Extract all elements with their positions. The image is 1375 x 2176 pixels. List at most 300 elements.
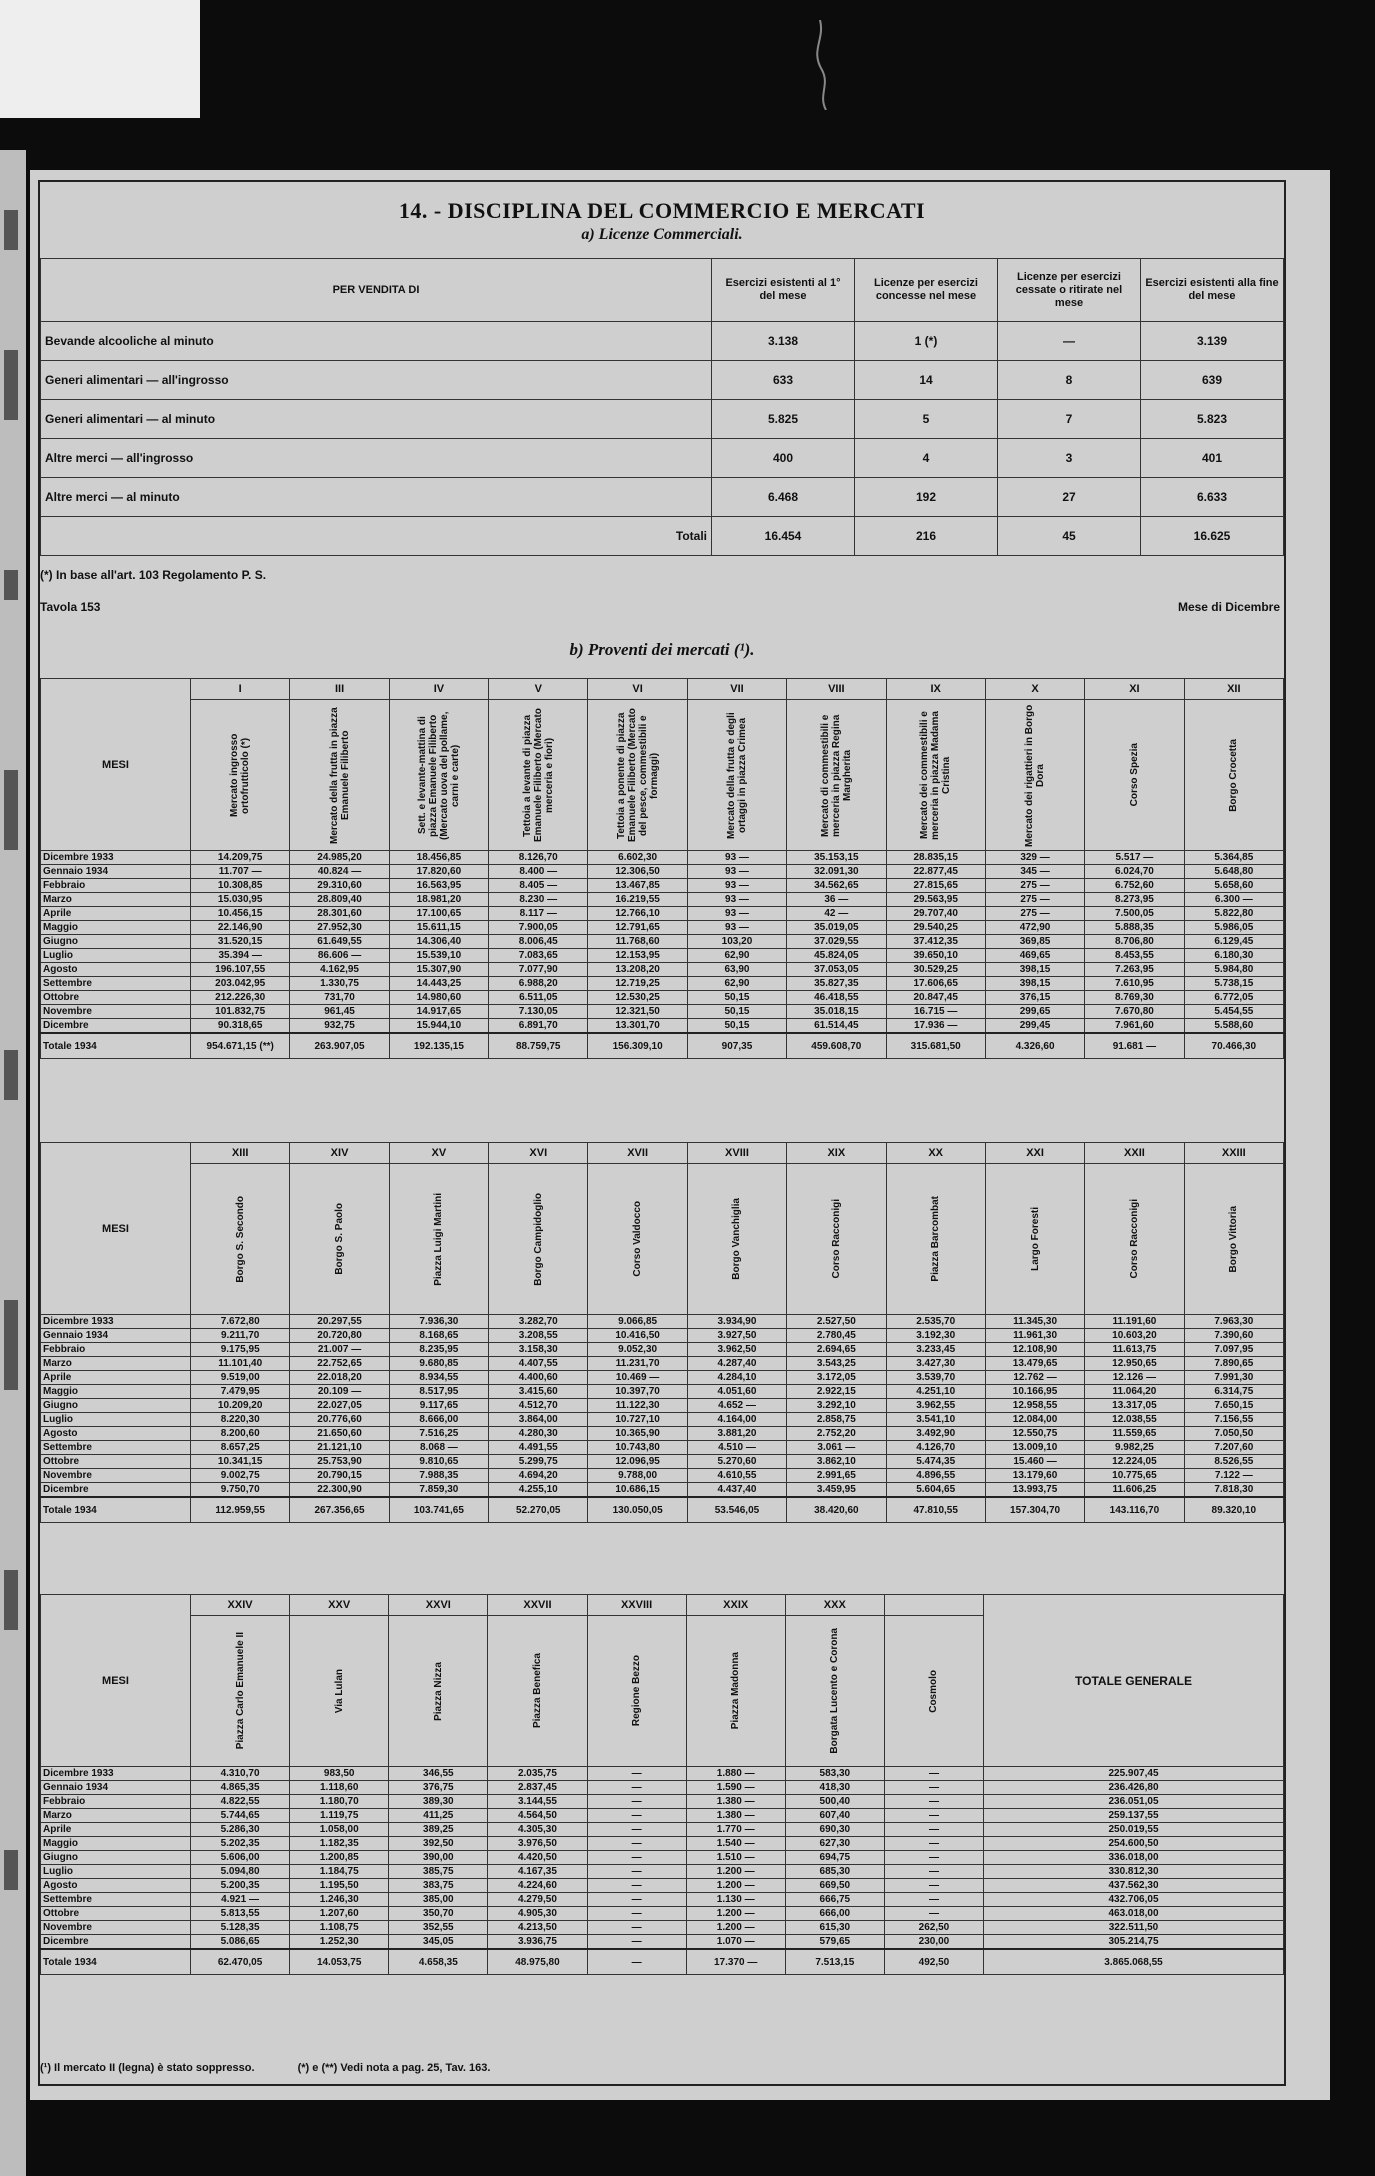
- market-name: Borgo Vanchiglia: [731, 1198, 743, 1280]
- value-cell: 16.715 —: [886, 1005, 985, 1019]
- value-cell: 7.991,30: [1184, 1371, 1283, 1385]
- value-cell: 469,65: [985, 949, 1084, 963]
- value-cell: 20.297,55: [290, 1315, 389, 1329]
- value-cell: 8.657,25: [191, 1441, 290, 1455]
- market-header: [1085, 700, 1184, 851]
- value-cell: 8.068 —: [389, 1441, 488, 1455]
- table-row: [41, 1455, 1284, 1469]
- value-cell: 15.611,15: [389, 921, 488, 935]
- month-label: Agosto: [41, 1879, 191, 1893]
- market-header: [488, 1616, 587, 1767]
- total-cell: 47.810,55: [886, 1497, 985, 1523]
- value-cell: 4.865,35: [191, 1781, 290, 1795]
- value-cell: 9.810,65: [389, 1455, 488, 1469]
- value-cell: 30.529,25: [886, 963, 985, 977]
- value-cell: 1.380 —: [686, 1795, 785, 1809]
- total-cell: 216: [855, 517, 998, 556]
- value-cell: 17.606,65: [886, 977, 985, 991]
- value-cell: 398,15: [985, 963, 1084, 977]
- footnote: (¹) Il mercato II (legna) è stato soppresso.: [40, 2062, 255, 2074]
- value-cell: 385,00: [389, 1893, 488, 1907]
- value-cell: 1.330,75: [290, 977, 389, 991]
- value-cell: 6.024,70: [1085, 865, 1184, 879]
- total-cell: 103.741,65: [389, 1497, 488, 1523]
- mesi-header: MESI: [41, 1143, 191, 1315]
- value-cell: 4.905,30: [488, 1907, 587, 1921]
- value-cell: —: [884, 1795, 983, 1809]
- value-cell: 5.813,55: [191, 1907, 290, 1921]
- value-cell: 8.666,00: [389, 1413, 488, 1427]
- value-cell: 10.686,15: [588, 1483, 687, 1498]
- column-number: X: [985, 679, 1084, 700]
- value-cell: 7.670,80: [1085, 1005, 1184, 1019]
- value-cell: 3.138: [712, 322, 855, 361]
- value-cell: —: [884, 1907, 983, 1921]
- month-label: Aprile: [41, 1371, 191, 1385]
- value-cell: —: [884, 1767, 983, 1781]
- value-cell: 275 —: [985, 893, 1084, 907]
- value-cell: 1.058,00: [290, 1823, 389, 1837]
- table-row: [41, 1823, 1284, 1837]
- month-label: Maggio: [41, 1837, 191, 1851]
- month-label: Agosto: [41, 963, 191, 977]
- month-label: Gennaio 1934: [41, 1781, 191, 1795]
- column-number: XXVII: [488, 1595, 587, 1616]
- value-cell: 4.564,50: [488, 1809, 587, 1823]
- value-cell: 20.790,15: [290, 1469, 389, 1483]
- month-label: Marzo: [41, 893, 191, 907]
- value-cell: 8.517,95: [389, 1385, 488, 1399]
- value-cell: 7.963,30: [1184, 1315, 1283, 1329]
- value-cell: 13.467,85: [588, 879, 687, 893]
- value-cell: 694,75: [785, 1851, 884, 1865]
- total-label: Totale 1934: [41, 1033, 191, 1059]
- value-cell: 13.479,65: [985, 1357, 1084, 1371]
- month-label: Gennaio 1934: [41, 1329, 191, 1343]
- value-cell: 3.934,90: [687, 1315, 786, 1329]
- value-cell: 3.864,00: [489, 1413, 588, 1427]
- market-name: Piazza Barcombat: [930, 1196, 942, 1282]
- total-cell: 492,50: [884, 1949, 983, 1975]
- section-a-title: a) Licenze Commerciali.: [581, 226, 743, 243]
- value-cell: 13.208,20: [588, 963, 687, 977]
- value-cell: 29.310,60: [290, 879, 389, 893]
- value-cell: 322.511,50: [984, 1921, 1284, 1935]
- value-cell: 50,15: [687, 991, 786, 1005]
- value-cell: 4.287,40: [687, 1357, 786, 1371]
- value-cell: 22.877,45: [886, 865, 985, 879]
- value-cell: 3.459,95: [787, 1483, 886, 1498]
- value-cell: 4.305,30: [488, 1823, 587, 1837]
- month-label: Dicembre: [41, 1483, 191, 1498]
- value-cell: 13.009,10: [985, 1441, 1084, 1455]
- value-cell: 5.086,65: [191, 1935, 290, 1950]
- market-name: Mercato della frutta e degli ortaggi in piazza Crimea: [725, 711, 748, 839]
- value-cell: 1.200,85: [290, 1851, 389, 1865]
- month-label: Novembre: [41, 1469, 191, 1483]
- column-number: XXIII: [1184, 1143, 1283, 1164]
- total-label: Totale 1934: [41, 1497, 191, 1523]
- value-cell: 392,50: [389, 1837, 488, 1851]
- total-label: Totale 1934: [41, 1949, 191, 1975]
- value-cell: 42 —: [787, 907, 886, 921]
- table-row: [41, 1837, 1284, 1851]
- value-cell: 690,30: [785, 1823, 884, 1837]
- value-cell: 14.980,60: [389, 991, 488, 1005]
- column-number: III: [290, 679, 389, 700]
- value-cell: 5.606,00: [191, 1851, 290, 1865]
- market-header: [191, 1616, 290, 1767]
- value-cell: —: [587, 1809, 686, 1823]
- value-cell: —: [884, 1893, 983, 1907]
- totals-label: Totali: [41, 517, 712, 556]
- column-number-empty: [884, 1595, 983, 1616]
- value-cell: 299,65: [985, 1005, 1084, 1019]
- column-number: XV: [389, 1143, 488, 1164]
- month-label: Febbraio: [41, 879, 191, 893]
- value-cell: 7.988,35: [389, 1469, 488, 1483]
- value-cell: 8.273,95: [1085, 893, 1184, 907]
- value-cell: 8.126,70: [489, 851, 588, 865]
- market-name: Mercato di commestibili e merceria in piazza Regina Margherita: [819, 713, 853, 837]
- value-cell: 6.314,75: [1184, 1385, 1283, 1399]
- value-cell: 8.405 —: [489, 879, 588, 893]
- value-cell: 983,50: [290, 1767, 389, 1781]
- column-number: XXVIII: [587, 1595, 686, 1616]
- value-cell: 615,30: [785, 1921, 884, 1935]
- value-cell: 12.791,65: [588, 921, 687, 935]
- value-cell: 35.394 —: [191, 949, 290, 963]
- value-cell: 10.341,15: [191, 1455, 290, 1469]
- value-cell: 5.364,85: [1184, 851, 1283, 865]
- value-cell: 3.144,55: [488, 1795, 587, 1809]
- month-label: Settembre: [41, 977, 191, 991]
- value-cell: 7.859,30: [389, 1483, 488, 1498]
- value-cell: 5.823: [1141, 400, 1284, 439]
- value-cell: 61.514,45: [787, 1019, 886, 1034]
- value-cell: 4.694,20: [489, 1469, 588, 1483]
- value-cell: 7: [998, 400, 1141, 439]
- value-cell: 12.153,95: [588, 949, 687, 963]
- value-cell: 5.202,35: [191, 1837, 290, 1851]
- value-cell: 17.820,60: [389, 865, 488, 879]
- value-cell: —: [587, 1921, 686, 1935]
- column-number: XIII: [191, 1143, 290, 1164]
- value-cell: 4.420,50: [488, 1851, 587, 1865]
- value-cell: 330.812,30: [984, 1865, 1284, 1879]
- table-row: [41, 1343, 1284, 1357]
- market-name: Corso Valdocco: [632, 1201, 644, 1277]
- market-header: [886, 700, 985, 851]
- value-cell: 1.195,50: [290, 1879, 389, 1893]
- value-cell: 4.126,70: [886, 1441, 985, 1455]
- value-cell: 11.345,30: [985, 1315, 1084, 1329]
- total-cell: 70.466,30: [1184, 1033, 1283, 1059]
- value-cell: 225.907,45: [984, 1767, 1284, 1781]
- column-number: XVI: [489, 1143, 588, 1164]
- value-cell: 8.006,45: [489, 935, 588, 949]
- value-cell: 1.182,35: [290, 1837, 389, 1851]
- table-row: [41, 400, 1284, 439]
- value-cell: 10.775,65: [1085, 1469, 1184, 1483]
- total-cell: 907,35: [687, 1033, 786, 1059]
- market-header: [489, 1164, 588, 1315]
- value-cell: 385,75: [389, 1865, 488, 1879]
- proventi-table-2: [40, 1142, 1284, 1523]
- value-cell: 472,90: [985, 921, 1084, 935]
- month-label: Dicembre: [41, 1019, 191, 1034]
- table-row: [41, 963, 1284, 977]
- table-row: [41, 1935, 1284, 1950]
- column-number: IV: [389, 679, 488, 700]
- scan-margin-white: [0, 0, 200, 118]
- value-cell: 398,15: [985, 977, 1084, 991]
- value-cell: 7.390,60: [1184, 1329, 1283, 1343]
- market-header: [785, 1616, 884, 1767]
- month-label: Gennaio 1934: [41, 865, 191, 879]
- value-cell: 5.270,60: [687, 1455, 786, 1469]
- value-cell: 12.550,75: [985, 1427, 1084, 1441]
- total-cell: 53.546,05: [687, 1497, 786, 1523]
- value-cell: 10.308,85: [191, 879, 290, 893]
- value-cell: 639: [1141, 361, 1284, 400]
- value-cell: 6.891,70: [489, 1019, 588, 1034]
- value-cell: 236.051,05: [984, 1795, 1284, 1809]
- column-number: XIV: [290, 1143, 389, 1164]
- column-number: XXII: [1085, 1143, 1184, 1164]
- value-cell: 21.121,10: [290, 1441, 389, 1455]
- value-cell: 4.510 —: [687, 1441, 786, 1455]
- value-cell: 9.117,65: [389, 1399, 488, 1413]
- value-cell: 5.094,80: [191, 1865, 290, 1879]
- value-cell: 9.982,25: [1085, 1441, 1184, 1455]
- table-row: [41, 921, 1284, 935]
- value-cell: 579,65: [785, 1935, 884, 1950]
- table-row: [41, 977, 1284, 991]
- value-cell: 37.029,55: [787, 935, 886, 949]
- value-cell: 5.604,65: [886, 1483, 985, 1498]
- value-cell: 3.158,30: [489, 1343, 588, 1357]
- value-cell: 35.827,35: [787, 977, 886, 991]
- value-cell: 7.050,50: [1184, 1427, 1283, 1441]
- value-cell: —: [587, 1851, 686, 1865]
- market-name: Sett. e levante-mattina di piazza Emanuele Filiberto (Mercato uova del pollame, carni e carte): [416, 710, 461, 840]
- market-header: [389, 1164, 488, 1315]
- value-cell: 3.962,55: [886, 1399, 985, 1413]
- total-cell: 7.513,15: [785, 1949, 884, 1975]
- market-name: Borgo S. Paolo: [334, 1203, 346, 1275]
- value-cell: 12.108,90: [985, 1343, 1084, 1357]
- value-cell: 9.519,00: [191, 1371, 290, 1385]
- row-label: Bevande alcooliche al minuto: [41, 322, 712, 361]
- value-cell: 7.516,25: [389, 1427, 488, 1441]
- market-name: Tettoia a levante di piazza Emanuele Filiberto (Mercato merceria e fiori): [521, 708, 555, 842]
- table-row: [41, 865, 1284, 879]
- value-cell: 3.139: [1141, 322, 1284, 361]
- value-cell: —: [998, 322, 1141, 361]
- value-cell: 10.603,20: [1085, 1329, 1184, 1343]
- value-cell: 4.162,95: [290, 963, 389, 977]
- table-row: [41, 1921, 1284, 1935]
- market-header: [389, 700, 488, 851]
- total-cell: 4.326,60: [985, 1033, 1084, 1059]
- table-row: [41, 1441, 1284, 1455]
- value-cell: 37.412,35: [886, 935, 985, 949]
- column-number: I: [191, 679, 290, 700]
- value-cell: 5.888,35: [1085, 921, 1184, 935]
- value-cell: 7.961,60: [1085, 1019, 1184, 1034]
- value-cell: 6.772,05: [1184, 991, 1283, 1005]
- value-cell: 6.180,30: [1184, 949, 1283, 963]
- total-cell: 16.625: [1141, 517, 1284, 556]
- total-cell: 16.454: [712, 517, 855, 556]
- scan-mark: [790, 20, 850, 110]
- value-cell: 3.927,50: [687, 1329, 786, 1343]
- table-row: [41, 1427, 1284, 1441]
- value-cell: 15.030,95: [191, 893, 290, 907]
- value-cell: 2.535,70: [886, 1315, 985, 1329]
- value-cell: 62,90: [687, 977, 786, 991]
- market-header: [191, 700, 290, 851]
- licenze-table: [40, 258, 1284, 556]
- value-cell: 7.097,95: [1184, 1343, 1283, 1357]
- value-cell: 9.680,85: [389, 1357, 488, 1371]
- value-cell: 230,00: [884, 1935, 983, 1950]
- column-number: XXX: [785, 1595, 884, 1616]
- value-cell: 9.175,95: [191, 1343, 290, 1357]
- value-cell: 1.184,75: [290, 1865, 389, 1879]
- value-cell: 93 —: [687, 865, 786, 879]
- value-cell: —: [587, 1935, 686, 1950]
- table-row: [41, 935, 1284, 949]
- value-cell: 28.301,60: [290, 907, 389, 921]
- market-header: [1184, 1164, 1283, 1315]
- value-cell: 8.230 —: [489, 893, 588, 907]
- market-name: Corso Racconigi: [1128, 1199, 1140, 1279]
- value-cell: 10.727,10: [588, 1413, 687, 1427]
- value-cell: 389,25: [389, 1823, 488, 1837]
- row-label: Altre merci — al minuto: [41, 478, 712, 517]
- value-cell: 3.543,25: [787, 1357, 886, 1371]
- value-cell: 4.437,40: [687, 1483, 786, 1498]
- column-number: VIII: [787, 679, 886, 700]
- total-cell: —: [587, 1949, 686, 1975]
- value-cell: 7.207,60: [1184, 1441, 1283, 1455]
- table-row: [41, 991, 1284, 1005]
- value-cell: 28.835,15: [886, 851, 985, 865]
- value-cell: 62,90: [687, 949, 786, 963]
- total-cell: 62.470,05: [191, 1949, 290, 1975]
- value-cell: 4.512,70: [489, 1399, 588, 1413]
- value-cell: 250.019,55: [984, 1823, 1284, 1837]
- value-cell: 4.280,30: [489, 1427, 588, 1441]
- market-header: [290, 1616, 389, 1767]
- value-cell: 15.460 —: [985, 1455, 1084, 1469]
- value-cell: 18.456,85: [389, 851, 488, 865]
- market-header: [787, 1164, 886, 1315]
- month-label: Giugno: [41, 935, 191, 949]
- value-cell: —: [587, 1781, 686, 1795]
- market-name: Mercato dei commestibili e merceria in piazza Madama Cristina: [919, 710, 953, 840]
- value-cell: 2.858,75: [787, 1413, 886, 1427]
- col-header: Esercizi esistenti alla fine del mese: [1141, 259, 1284, 322]
- month-label: Ottobre: [41, 1907, 191, 1921]
- table-row: [41, 1795, 1284, 1809]
- total-cell: 91.681 —: [1085, 1033, 1184, 1059]
- value-cell: 1.252,30: [290, 1935, 389, 1950]
- col-header: Esercizi esistenti al 1° del mese: [712, 259, 855, 322]
- value-cell: 11.768,60: [588, 935, 687, 949]
- value-cell: 12.762 —: [985, 1371, 1084, 1385]
- market-header: [886, 1164, 985, 1315]
- table-row: [41, 439, 1284, 478]
- value-cell: 5.299,75: [489, 1455, 588, 1469]
- value-cell: 6.633: [1141, 478, 1284, 517]
- value-cell: 1.380 —: [686, 1809, 785, 1823]
- section-b-title: b) Proventi dei mercati (¹).: [569, 640, 755, 659]
- mesi-header: MESI: [41, 1595, 191, 1767]
- value-cell: 4.610,55: [687, 1469, 786, 1483]
- value-cell: 27.952,30: [290, 921, 389, 935]
- value-cell: 20.847,45: [886, 991, 985, 1005]
- table-row: [41, 893, 1284, 907]
- value-cell: 29.540,25: [886, 921, 985, 935]
- value-cell: 5.286,30: [191, 1823, 290, 1837]
- value-cell: 93 —: [687, 893, 786, 907]
- value-cell: 8.453,55: [1085, 949, 1184, 963]
- value-cell: 7.263,95: [1085, 963, 1184, 977]
- total-cell: 3.865.068,55: [984, 1949, 1284, 1975]
- value-cell: —: [587, 1823, 686, 1837]
- value-cell: 103,20: [687, 935, 786, 949]
- value-cell: 32.091,30: [787, 865, 886, 879]
- market-name: Borgo Vittoria: [1228, 1205, 1240, 1273]
- proventi-table-3: [40, 1594, 1284, 1975]
- value-cell: 35.018,15: [787, 1005, 886, 1019]
- value-cell: 12.096,95: [588, 1455, 687, 1469]
- value-cell: 305.214,75: [984, 1935, 1284, 1950]
- value-cell: 7.936,30: [389, 1315, 488, 1329]
- value-cell: 666,75: [785, 1893, 884, 1907]
- table-row: [41, 1907, 1284, 1921]
- value-cell: 10.365,90: [588, 1427, 687, 1441]
- value-cell: 3.061 —: [787, 1441, 886, 1455]
- value-cell: 16.219,55: [588, 893, 687, 907]
- document-page: [38, 180, 1286, 2086]
- total-cell: 156.309,10: [588, 1033, 687, 1059]
- month-label: Novembre: [41, 1005, 191, 1019]
- value-cell: 5.984,80: [1184, 963, 1283, 977]
- value-cell: 1.130 —: [686, 1893, 785, 1907]
- total-cell: 143.116,70: [1085, 1497, 1184, 1523]
- value-cell: 3: [998, 439, 1141, 478]
- value-cell: 11.559,65: [1085, 1427, 1184, 1441]
- market-header: [489, 700, 588, 851]
- table-row: [41, 1385, 1284, 1399]
- value-cell: 35.019,05: [787, 921, 886, 935]
- table-row: [41, 1019, 1284, 1034]
- month-label: Dicembre 1933: [41, 1767, 191, 1781]
- value-cell: 345 —: [985, 865, 1084, 879]
- value-cell: 11.613,75: [1085, 1343, 1184, 1357]
- value-cell: 22.018,20: [290, 1371, 389, 1385]
- value-cell: 236.426,80: [984, 1781, 1284, 1795]
- value-cell: 1.118,60: [290, 1781, 389, 1795]
- market-header: [587, 1616, 686, 1767]
- month-label: Luglio: [41, 949, 191, 963]
- value-cell: 12.530,25: [588, 991, 687, 1005]
- value-cell: 1.207,60: [290, 1907, 389, 1921]
